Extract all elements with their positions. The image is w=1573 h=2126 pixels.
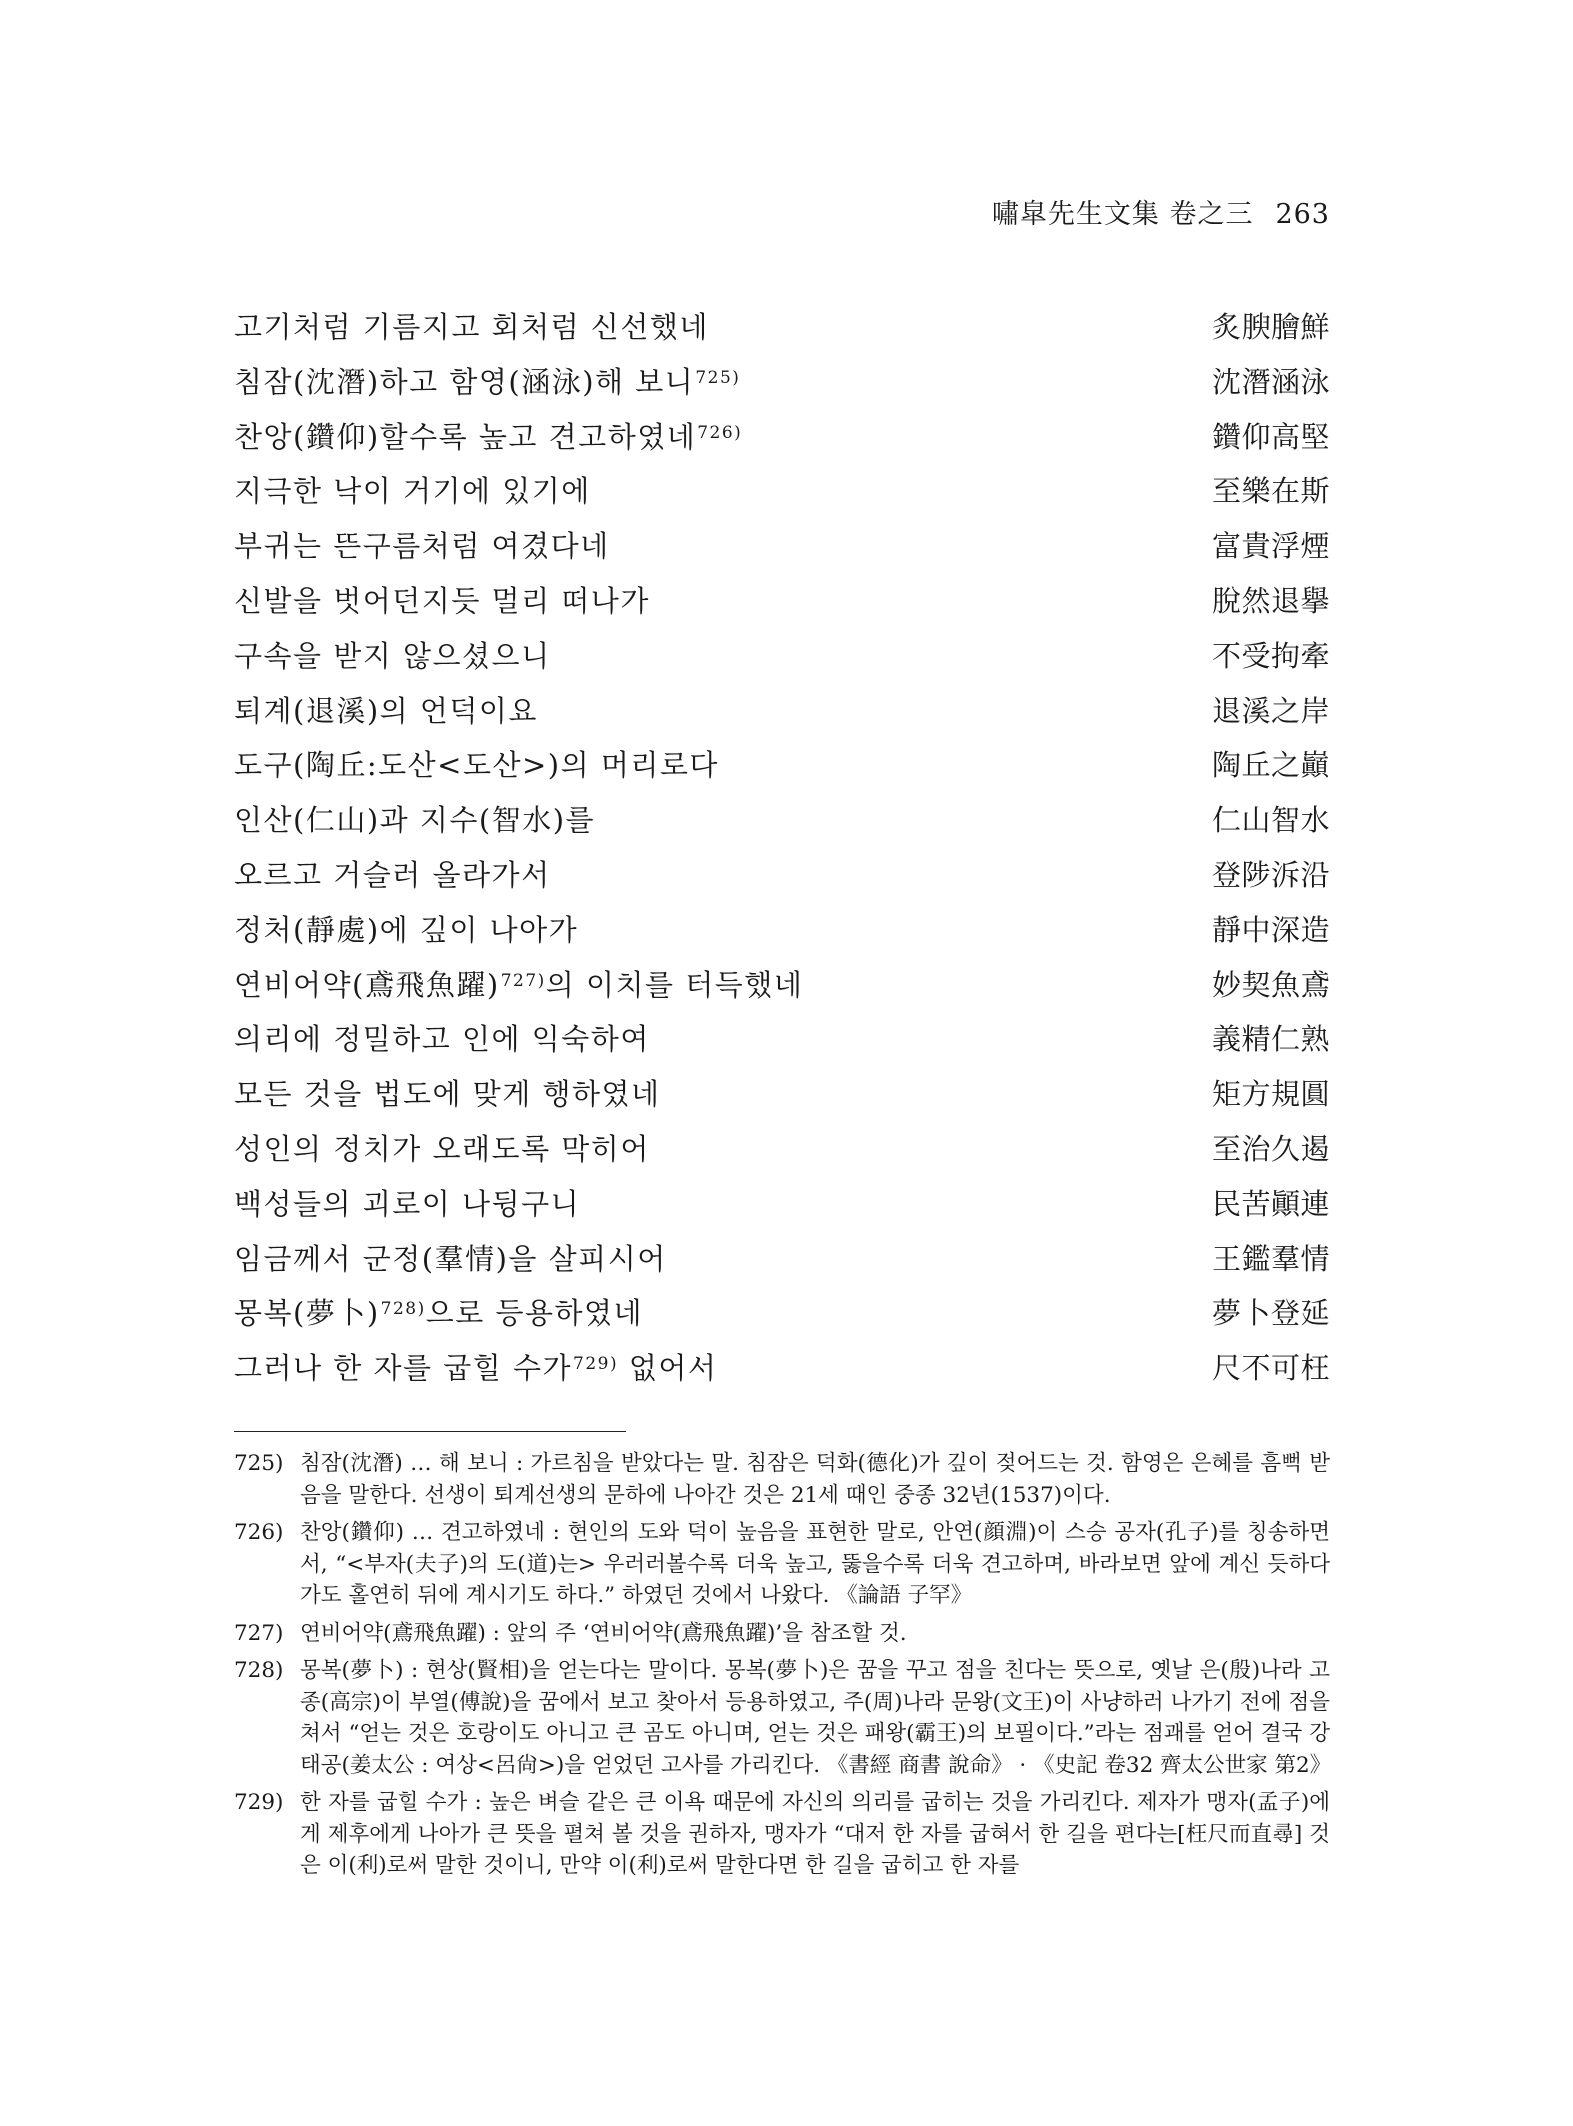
verse-original: 脫然退擧 [1211, 583, 1330, 618]
verse-original: 鑽仰高堅 [1211, 419, 1330, 454]
verse-original: 富貴浮煙 [1211, 529, 1330, 564]
page-number: 263 [1275, 199, 1330, 230]
footnote-number: 728) [234, 1658, 284, 1683]
verse-translation-text: 임금께서 군정(羣情)을 살피시어 [234, 1241, 667, 1276]
verse-line [234, 629, 1330, 684]
footnote [234, 1517, 1330, 1612]
footnote-number: 729) [234, 1790, 284, 1815]
verse-translation-text: 오르고 거슬러 올라가서 [234, 857, 551, 892]
verse-original: 王鑑羣情 [1211, 1241, 1330, 1276]
verse-translation-tail: 없어서 [618, 1351, 718, 1386]
footnote [234, 1655, 1330, 1781]
verse-line [234, 1122, 1330, 1177]
verse-line [234, 355, 1330, 410]
verse-translation [234, 793, 595, 848]
verse-translation-text: 성인의 정치가 오래도록 막히어 [234, 1131, 650, 1166]
verse-translation-text: 고기처럼 기름지고 회처럼 신선했네 [234, 310, 709, 344]
verse-translation [234, 1232, 667, 1287]
verse-original: 民苦顚連 [1211, 1186, 1330, 1221]
verse-original: 陶丘之巓 [1211, 748, 1330, 783]
verse-translation [234, 1067, 661, 1122]
verse-line [234, 1012, 1330, 1067]
verse-original: 矩方規圓 [1211, 1077, 1330, 1112]
verse-translation [234, 574, 650, 629]
verse-translation-text: 모든 것을 법도에 맞게 행하였네 [234, 1077, 661, 1112]
footnote [234, 1618, 1330, 1650]
verse-translation-text: 침잠(沈潛)하고 함영(涵泳)해 보니 [234, 364, 695, 399]
verse-translation-text: 그러나 한 자를 굽힐 수가 [234, 1351, 573, 1386]
verse-translation-text: 부귀는 뜬구름처럼 여겼다네 [234, 529, 610, 564]
verse-translation-text: 인산(仁山)과 지수(智水)를 [234, 803, 596, 838]
verse-line [234, 1286, 1330, 1341]
verse-translation [234, 464, 591, 519]
verse-translation [234, 410, 742, 465]
verse-line [234, 1341, 1330, 1396]
verse-translation [234, 629, 551, 684]
footnote-number: 726) [234, 1520, 284, 1545]
verse-line [234, 793, 1330, 848]
footnote-text: 한 자를 굽힐 수가 : 높은 벼슬 같은 큰 이욕 때문에 자신의 의리를 굽히는 것을 가리킨다. 제자가 맹자(孟子)에게 제후에게 나아가 큰 뜻을 펼쳐 볼 것을 권하자, 맹자가 “대저 한 자를 굽혀서 한 길을 편다는[枉尺而直尋] 것은 이(利)로써 말한 것이니, 만약 이(利)로써 말한다면 한 길을 굽히고 한 자를 [300, 1790, 1330, 1878]
footnote-list [234, 1448, 1330, 1888]
verse-original: 至治久遏 [1211, 1131, 1330, 1166]
footnote-text: 찬앙(鑽仰) … 견고하였네 : 현인의 도와 덕이 높음을 표현한 말로, 안연(顔淵)이 스승 공자(孔子)를 칭송하면서, “<부자(夫子)의 도(道)는> 우러러볼수록 더욱 높고, 뚫을수록 더욱 견고하며, 바라보면 앞에 계신 듯하다가도 홀연히 뒤에 계시기도 하다.” 하였던 것에서 나왔다. 《論語 子罕》 [300, 1520, 1330, 1608]
footnote-text: 몽복(夢卜) : 현상(賢相)을 얻는다는 말이다. 몽복(夢卜)은 꿈을 꾸고 점을 친다는 뜻으로, 옛날 은(殷)나라 고종(高宗)이 부열(傅說)을 꿈에서 보고 찾아서 등용하였고, 주(周)나라 문왕(文王)이 사냥하러 나가기 전에 점을 쳐서 “얻는 것은 호랑이도 아니고 큰 곰도 아니며, 얻는 것은 패왕(霸王)의 보필이다.”라는 점괘를 얻어 결국 강태공(姜太公 : 여상<呂尙>)을 얻었던 고사를 가리킨다. 《書經 商書 說命》 · 《史記 卷32 齊太公世家 第2》 [300, 1658, 1332, 1778]
verse-translation-text: 퇴계(退溪)의 언덕이요 [234, 693, 538, 728]
verse-original: 靜中深造 [1211, 912, 1330, 947]
verse-translation-text: 백성들의 괴로이 나뒹구니 [234, 1186, 581, 1221]
verse-line [234, 1177, 1330, 1232]
verse-translation-text: 신발을 벗어던지듯 멀리 떠나가 [234, 583, 650, 618]
verse-translation-tail: 의 이치를 터득했네 [545, 967, 804, 1002]
verse-translation [234, 355, 740, 410]
footnote-reference[interactable]: 727) [500, 970, 546, 991]
verse-line [234, 519, 1330, 574]
verse-translation [234, 684, 538, 739]
footnote [234, 1448, 1330, 1511]
footnote-number: 727) [234, 1620, 284, 1646]
verse-translation [234, 300, 709, 355]
running-header [992, 192, 1330, 231]
footnote-reference[interactable]: 728) [380, 1299, 426, 1320]
verse-line [234, 574, 1330, 629]
verse-original: 妙契魚鳶 [1211, 967, 1330, 1002]
verse-translation [234, 738, 719, 793]
verse-translation [234, 1122, 650, 1177]
verse-translation-text: 의리에 정밀하고 인에 익숙하여 [234, 1022, 650, 1057]
verse-translation-tail: 으로 등용하였네 [425, 1296, 644, 1331]
footnote-reference[interactable]: 729) [573, 1354, 619, 1375]
verse-line [234, 738, 1330, 793]
footnote-reference[interactable]: 725) [695, 367, 741, 388]
verse-original: 義精仁熟 [1211, 1022, 1330, 1057]
verse-line [234, 1232, 1330, 1287]
verse-translation [234, 519, 610, 574]
footnote-separator [234, 1431, 626, 1432]
verse-translation [234, 1341, 717, 1396]
verse-line [234, 300, 1330, 355]
verse-original: 尺不可枉 [1211, 1351, 1330, 1386]
verse-translation [234, 1012, 650, 1067]
verse-translation-text: 찬앙(鑽仰)할수록 높고 견고하였네 [234, 419, 697, 454]
verse-original: 不受拘牽 [1211, 638, 1330, 673]
verse-line [234, 958, 1330, 1013]
verse-line [234, 903, 1330, 958]
verse-translation-text: 몽복(夢卜) [234, 1296, 380, 1331]
verse-original: 仁山智水 [1211, 803, 1330, 838]
verse-original: 夢卜登延 [1211, 1296, 1330, 1331]
verse-translation [234, 1286, 643, 1341]
verse-original: 炙腴膾鮮 [1211, 310, 1330, 344]
verse-line [234, 464, 1330, 519]
footnote-reference[interactable]: 726) [697, 422, 743, 443]
verse-translation [234, 1177, 580, 1232]
verse-translation-text: 도구(陶丘:도산<도산>)의 머리로다 [234, 748, 719, 783]
verse-translation-text: 연비어약(鳶飛魚躍) [234, 967, 500, 1002]
verse-translation [234, 903, 578, 958]
verse-translation-text: 정처(靜處)에 깊이 나아가 [234, 912, 579, 947]
verse-list [234, 300, 1330, 1396]
verse-line [234, 410, 1330, 465]
book-title: 嘯皐先生文集 卷之三 [991, 199, 1254, 230]
verse-original: 登陟泝沿 [1211, 857, 1330, 892]
verse-original: 退溪之岸 [1211, 693, 1330, 728]
verse-line [234, 684, 1330, 739]
verse-original: 沈潛涵泳 [1211, 364, 1330, 399]
verse-line [234, 848, 1330, 903]
footnote-text: 침잠(沈潛) … 해 보니 : 가르침을 받았다는 말. 침잠은 덕화(德化)가 깊이 젖어드는 것. 함영은 은혜를 흠뻑 받음을 말한다. 선생이 퇴계선생의 문하에 나아간 것은 21세 때인 중종 32년(1537)이다. [300, 1451, 1330, 1508]
footnote-number: 725) [234, 1451, 284, 1476]
verse-original: 至樂在斯 [1211, 474, 1330, 509]
verse-translation-text: 지극한 낙이 거기에 있기에 [234, 474, 591, 509]
verse-translation [234, 958, 803, 1013]
footnote-text: 연비어약(鳶飛魚躍) : 앞의 주 ‘연비어약(鳶飛魚躍)’을 참조할 것. [300, 1620, 907, 1646]
verse-translation-text: 구속을 받지 않으셨으니 [234, 638, 551, 673]
footnote [234, 1787, 1330, 1882]
verse-translation [234, 848, 551, 903]
verse-line [234, 1067, 1330, 1122]
